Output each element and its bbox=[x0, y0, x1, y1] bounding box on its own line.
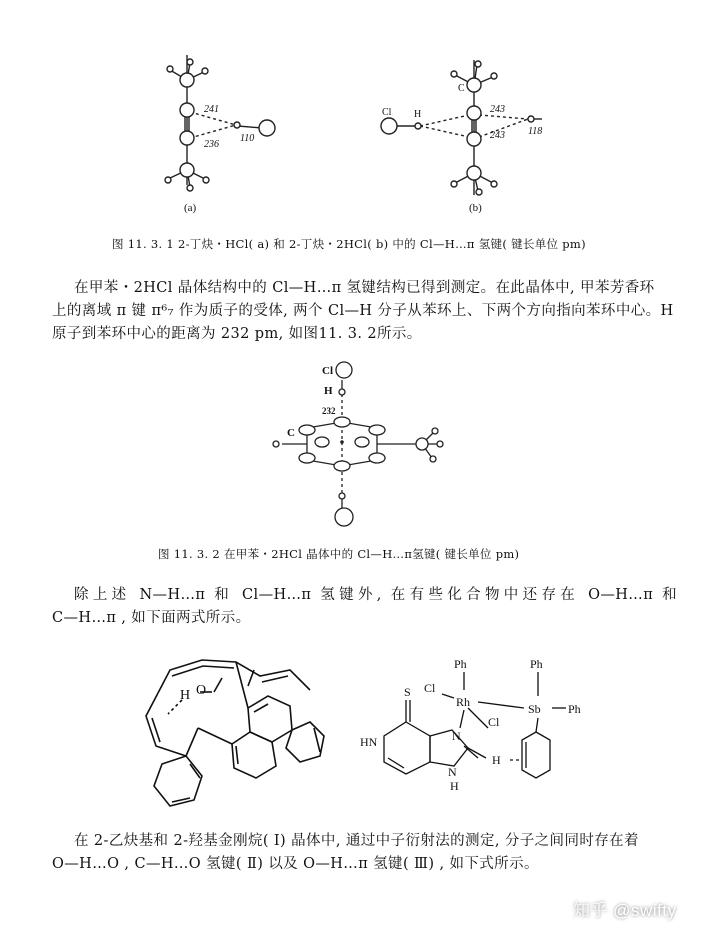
right-n-lower: N bbox=[448, 765, 457, 779]
structure-right-rh-sb-complex bbox=[360, 650, 620, 800]
figure-11-3-1-diagram bbox=[150, 55, 550, 220]
right-hn: HN bbox=[360, 735, 378, 749]
fig2-label-cl: Cl bbox=[322, 365, 333, 377]
right-ph-top-left: Ph bbox=[454, 657, 467, 671]
paragraph-2-line-2: C—H…π , 如下面两式所示。 bbox=[52, 610, 251, 626]
right-ph-right: Ph bbox=[568, 702, 581, 716]
fig1-a-dist-110: 110 bbox=[240, 133, 255, 144]
paragraph-1-line-3: 原子到苯环中心的距离为 232 pm, 如图11. 3. 2所示。 bbox=[52, 326, 422, 342]
left-structure-h: H bbox=[180, 688, 191, 703]
right-ph-top-right: Ph bbox=[530, 657, 543, 671]
right-nh-h: H bbox=[450, 779, 459, 793]
fig2-label-h: H bbox=[324, 385, 333, 397]
fig1-sublabel-a: (a) bbox=[184, 202, 197, 214]
paragraph-3 bbox=[52, 830, 677, 876]
fig1-sublabel-b: (b) bbox=[469, 202, 482, 214]
paragraph-2 bbox=[52, 584, 677, 630]
left-structure-o: O bbox=[196, 683, 207, 698]
figure-11-3-2-diagram bbox=[262, 360, 462, 530]
figure-11-3-2-caption: 图 11. 3. 2 在甲苯・2HCl 晶体中的 Cl—H…π氢键( 键长单位 pm) bbox=[158, 547, 520, 561]
right-h-bridge: H bbox=[492, 753, 501, 767]
paragraph-3-line-1: 在 2-乙炔基和 2-羟基金刚烷( Ⅰ) 晶体中, 通过中子衍射法的测定, 分子之间同时存在着 bbox=[74, 833, 639, 849]
paragraph-2-line-1: 除上述 N—H…π 和 Cl—H…π 氢键外, 在有些化合物中还存在 O—H…π 和 bbox=[74, 587, 677, 603]
fig1-b-label-h: H bbox=[414, 109, 422, 120]
fig2-dist-232: 232 bbox=[322, 406, 336, 416]
paragraph-3-line-2: O—H…O , C—H…O 氢键( Ⅱ) 以及 O—H…π 氢键( Ⅲ) , 如下式所示。 bbox=[52, 856, 539, 872]
fig1-b-label-cl: Cl bbox=[382, 107, 392, 118]
right-s: S bbox=[404, 685, 411, 699]
fig1-b-dist-243-top: 243 bbox=[490, 104, 505, 115]
fig1-b-dist-243-bottom: 243 bbox=[490, 130, 505, 141]
fig1-a-dist-236: 236 bbox=[204, 139, 219, 150]
figure-11-3-1-caption: 图 11. 3. 1 2-丁炔・HCl( a) 和 2-丁炔・2HCl( b) 中的 Cl—H…π 氢键( 键长单位 pm) bbox=[112, 237, 586, 251]
fig1-b-label-c: C bbox=[458, 83, 465, 94]
fig1-a-dist-241: 241 bbox=[204, 104, 219, 115]
right-cl-right: Cl bbox=[488, 715, 500, 729]
right-sb: Sb bbox=[528, 702, 541, 716]
fig2-label-c: C bbox=[287, 427, 295, 439]
paragraph-1 bbox=[52, 277, 677, 346]
fig1-b-dist-118: 118 bbox=[528, 126, 543, 137]
zhihu-watermark: 知乎 @swifty bbox=[573, 901, 677, 920]
right-cl-left: Cl bbox=[424, 681, 436, 695]
structure-left-polycyclic bbox=[128, 648, 328, 813]
paragraph-1-line-2: 上的离域 π 键 π⁶₇ 作为质子的受体, 两个 Cl—H 分子从苯环上、下两个方向指向苯环中心。H bbox=[52, 303, 674, 319]
right-n-upper: N bbox=[452, 729, 461, 743]
paragraph-1-line-1: 在甲苯・2HCl 晶体结构中的 Cl—H…π 氢键结构已得到测定。在此晶体中, 甲苯芳香环 bbox=[74, 280, 655, 296]
right-rh: Rh bbox=[456, 695, 471, 709]
